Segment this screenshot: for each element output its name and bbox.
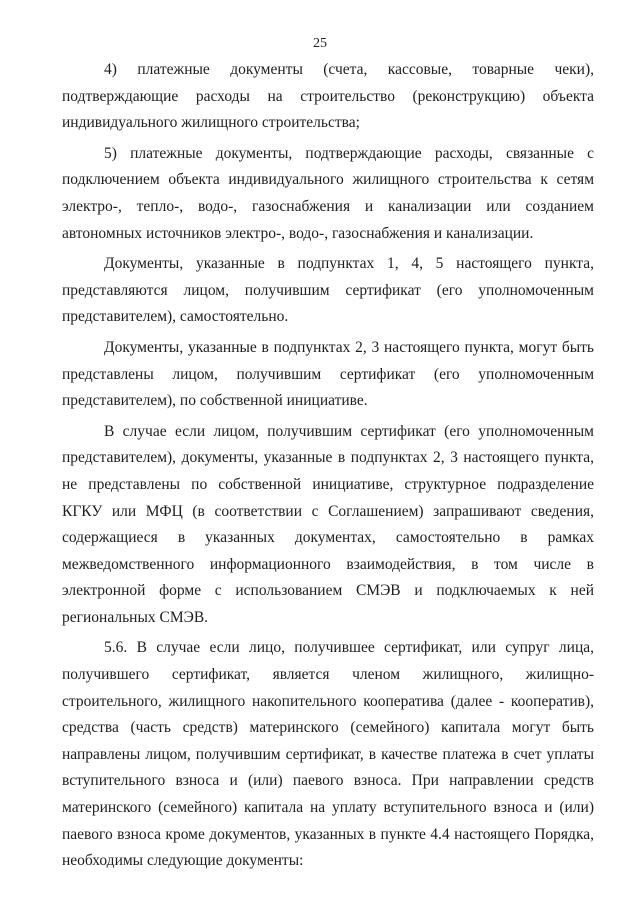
document-body — [62, 57, 594, 875]
paragraph-optional-docs: Документы, указанные в подпунктах 2, 3 настоящего пункта, могут быть представлены лицом, получившим сертификат (его уполномоченным представителем), по собственной инициативе. — [62, 338, 594, 410]
paragraph-item-4: 4) платежные документы (счета, кассовые, товарные чеки), подтверждающие расходы на строительство (реконструкцию) объекта индивидуального жилищного строительства; — [62, 61, 594, 132]
page-number: 25 — [313, 36, 327, 51]
paragraph-item-5: 5) платежные документы, подтверждающие расходы, связанные с подключением объекта индивидуального жилищного строительства к сетям электро-, тепло-, водо-, газоснабжения и канализации или созданием автономных источников электро-, водо-, газоснабжения и канализации. — [62, 144, 594, 242]
paragraph-section-5-6: 5.6. В случае если лицо, получившее сертификат, или супруг лица, получившего сертификат, является членом жилищного, жилищно-строительного, жилищного накопительного кооператива (далее - кооператив), средства (часть средств) материнского (семейного) капитала могут быть направлены лицом, получившим сертификат, в качестве платежа в счет уплаты вступительного взноса и (или) паевого взноса. При направлении средств материнского (семейного) капитала на уплату вступительного взноса и (или) паевого взноса кроме документов, указанных в пункте 4.4 настоящего Порядка, необходимы следующие документы: — [62, 639, 594, 870]
paragraph-interagency-request: В случае если лицом, получившим сертификат (его уполномоченным представителем), документы, указанные в подпунктах 2, 3 настоящего пункта, не представлены по собственной инициативе, структурное подразделение КГКУ или МФЦ (в соответствии с Соглашением) запрашивают сведения, содержащиеся в указанных документах, самостоятельно в рамках межведомственного информационного взаимодействия, в том числе в электронной форме с использованием СМЭВ и подключаемых к ней региональных СМЭВ. — [62, 422, 594, 626]
paragraph-self-submitted-docs: Документы, указанные в подпунктах 1, 4, 5 настоящего пункта, представляются лицом, получившим сертификат (его уполномоченным представителем), самостоятельно. — [62, 255, 594, 326]
